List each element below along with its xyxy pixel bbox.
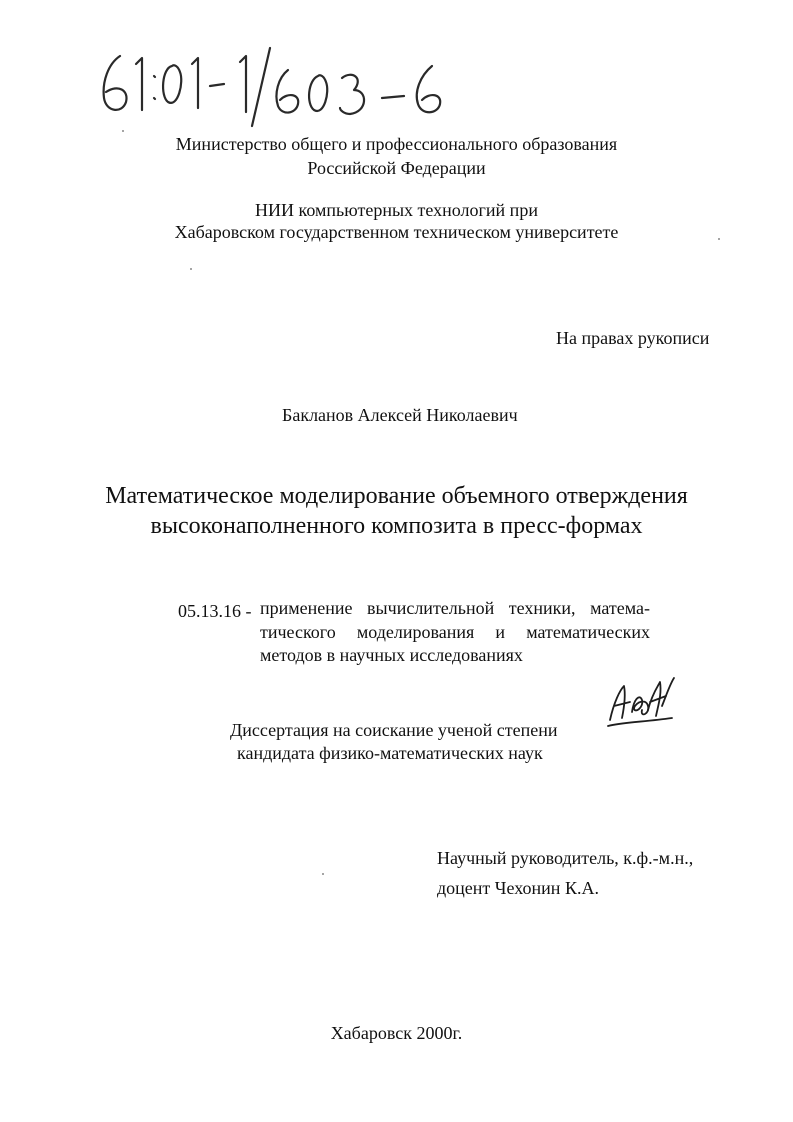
specialty-code: 05.13.16 - (178, 601, 252, 621)
scan-speck (190, 268, 192, 270)
manuscript-note: На правах рукописи (556, 328, 710, 348)
dissertation-line-2: кандидата физико-математических наук (237, 743, 543, 763)
specialty-description (260, 597, 650, 666)
scan-speck (322, 873, 324, 875)
dissertation-line-1: Диссертация на соискание ученой степени (230, 720, 558, 740)
city-year: Хабаровск 2000г. (330, 1023, 463, 1043)
handwritten-archive-code (92, 42, 452, 132)
signature-mark (604, 672, 676, 732)
specialty-line-1: применение вычислительной техники, матема- (260, 598, 650, 618)
author-name: Бакланов Алексей Николаевич (282, 405, 518, 425)
supervisor-line-2: доцент Чехонин К.А. (437, 878, 599, 898)
dissertation-title-line-2: высоконаполненного композита в пресс-формах (150, 513, 643, 539)
specialty-line-3: методов в научных исследованиях (260, 645, 523, 665)
institute-line-1: НИИ компьютерных технологий при (255, 200, 538, 220)
scan-speck (122, 130, 124, 132)
scan-speck (718, 238, 720, 240)
supervisor-line-1: Научный руководитель, к.ф.-м.н., (437, 848, 694, 868)
ministry-line-1: Министерство общего и профессионального образования (175, 134, 618, 154)
specialty-line-2: тического моделирования и математических (260, 622, 650, 642)
ministry-line-2: Российской Федерации (307, 158, 486, 178)
dissertation-title-line-1: Математическое моделирование объемного отверждения (105, 483, 688, 509)
institute-line-2: Хабаровском государственном техническом университете (174, 222, 619, 242)
